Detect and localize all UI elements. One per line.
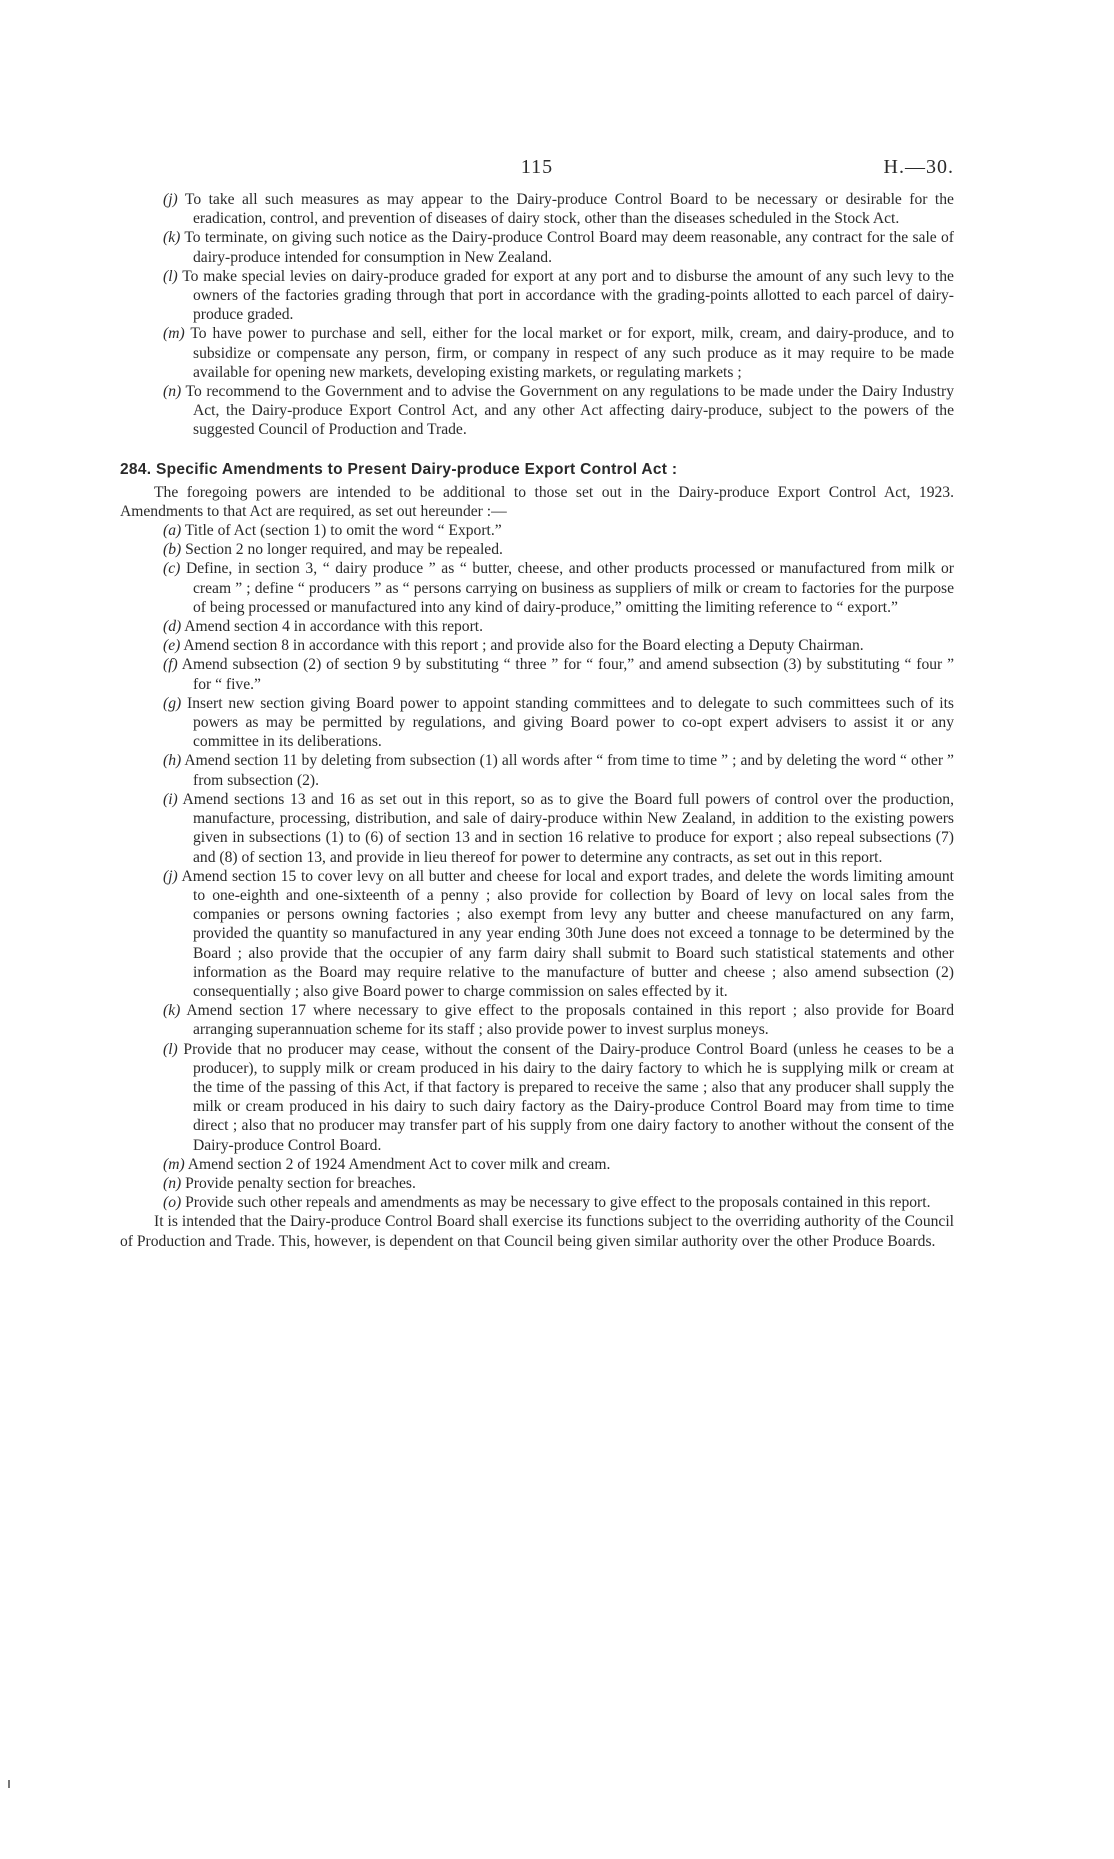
list-item [120, 559, 954, 617]
list-item [120, 540, 954, 559]
item-marker: (h) [163, 752, 182, 770]
item-text: Define, in section 3, “ dairy produce ” as “ butter, cheese, and other products processed or manufactured from milk or cream ” ; define “ producers ” as “ persons carrying on business as suppliers of milk or cream to factories for the purpose of being processed or manufactured into any kind of dairy-produce,” omitting the limiting reference to “ export.” [185, 560, 954, 616]
powers-list [120, 190, 954, 440]
item-marker: (d) [163, 618, 182, 636]
item-text: To take all such measures as may appear to the Dairy-produce Control Board to be necessary or desirable for the eradication, control, and prevention of diseases of dairy stock, other than the diseases scheduled in the Stock Act. [184, 191, 954, 228]
item-marker: (k) [163, 229, 181, 247]
item-text: Amend section 2 of 1924 Amendment Act to cover milk and cream. [187, 1155, 611, 1173]
page-header [120, 150, 954, 190]
list-item [120, 751, 954, 789]
list-item [120, 324, 954, 382]
item-text: To have power to purchase and sell, either for the local market or for export, milk, cream, and dairy-produce, and to subsidize or compensate any person, firm, or company in respect of any such produce as it may require to be made available for opening new markets, developing existing markets, or regulating markets ; [190, 325, 954, 381]
item-text: Provide such other repeals and amendments as may be necessary to give effect to the proposals contained in this report. [185, 1194, 931, 1212]
section-intro: The foregoing powers are intended to be additional to those set out in the Dairy-produce Export Control Act, 1923. Amendments to that Act are required, as set out hereunder :— [120, 483, 954, 520]
item-text: To recommend to the Government and to advise the Government on any regulations to be made under the Dairy Industry Act, the Dairy-produce Export Control Act, and any other Act affecting dairy-produce, subject to the powers of the suggested Council of Production and Trade. [185, 383, 955, 439]
list-item [120, 1174, 954, 1193]
item-marker: (j) [163, 867, 178, 885]
item-marker: (l) [163, 267, 178, 285]
document-reference: H.—30. [883, 156, 954, 178]
item-text: To make special levies on dairy-produce graded for export at any port and to disburse the amount of any such levy to the owners of the factories grading through that port in accordance with the grading-points allotted to each parcel of dairy-produce graded. [182, 267, 954, 324]
margin-mark [8, 1780, 10, 1788]
item-marker: (k) [163, 1002, 181, 1020]
list-item [120, 228, 954, 266]
list-item [120, 382, 954, 440]
document-page [120, 150, 954, 1251]
item-text: Amend section 11 by deleting from subsection (1) all words after “ from time to time ” ; and by deleting the word “ other ” from subsection (2). [184, 752, 954, 789]
item-marker: (i) [163, 790, 178, 808]
item-marker: (f) [163, 656, 178, 674]
list-item [120, 1155, 954, 1174]
list-item [120, 190, 954, 228]
item-marker: (a) [163, 522, 182, 540]
item-marker: (c) [163, 560, 181, 578]
item-text: Provide that no producer may cease, without the consent of the Dairy-produce Control Board (unless he ceases to be a producer), to supply milk or cream produced in his dairy to the dairy factory to which he is supplying milk or cream at the time of the passing of this Act, if that factory is prepared to receive the same ; also that any producer shall supply the milk or cream produced in his dairy to such dairy factory as the Dairy-produce Control Board may from time to time direct ; also that no producer may transfer part of his supply from one dairy factory to another without the consent of the Dairy-produce Control Board. [183, 1040, 954, 1154]
item-text: Amend sections 13 and 16 as set out in this report, so as to give the Board full powers of control over the production, manufacture, processing, distribution, and sale of dairy-produce within New Zealand, in addition to the existing powers given in subsections (1) to (6) of section 13 and in section 16 relative to produce for export ; also repeal subsections (7) and (8) of section 13, and provide in lieu thereof for power to determine any contracts, as set out in this report. [182, 790, 954, 866]
item-marker: (m) [163, 1155, 185, 1173]
amendments-list [120, 521, 954, 1212]
item-text: Amend section 4 in accordance with this report. [184, 618, 484, 636]
list-item [120, 1040, 954, 1155]
list-item [120, 1001, 954, 1039]
item-text: Title of Act (section 1) to omit the word “ Export.” [184, 522, 502, 540]
list-item [120, 1193, 954, 1212]
item-marker: (m) [163, 325, 185, 343]
item-text: Insert new section giving Board power to appoint standing committees and to delegate to such committees such of its powers as may be permitted by regulations, and giving Board power to co-opt expert advisers to assist it or any committee in its deliberations. [187, 694, 954, 751]
page-number: 115 [520, 156, 554, 178]
item-text: Amend subsection (2) of section 9 by substituting “ three ” for “ four,” and amend subsection (3) by substituting “ four ” for “ five.” [181, 656, 954, 693]
item-marker: (o) [163, 1194, 182, 1212]
section-heading: 284. Specific Amendments to Present Dairy-produce Export Control Act : [120, 460, 678, 478]
item-marker: (g) [163, 694, 182, 712]
item-text: Provide penalty section for breaches. [185, 1174, 416, 1192]
list-item [120, 694, 954, 752]
item-text: Section 2 no longer required, and may be repealed. [185, 541, 503, 559]
list-item [120, 636, 954, 655]
item-marker: (n) [163, 1174, 182, 1192]
closing-paragraph: It is intended that the Dairy-produce Control Board shall exercise its functions subject to the overriding authority of the Council of Production and Trade. This, however, is dependent on that Council being given similar authority over the other Produce Boards. [120, 1213, 954, 1250]
item-marker: (j) [163, 191, 178, 208]
list-item [120, 790, 954, 867]
list-item [120, 867, 954, 1001]
item-marker: (b) [163, 541, 182, 559]
list-item [120, 617, 954, 636]
item-marker: (n) [163, 383, 182, 401]
item-marker: (l) [163, 1040, 178, 1058]
list-item [120, 655, 954, 693]
list-item [120, 521, 954, 540]
list-item [120, 267, 954, 325]
item-text: Amend section 15 to cover levy on all butter and cheese for local and export trades, and delete the words limiting amount to one-eighth and one-sixteenth of a penny ; also provide for collection by Board of levy on local sales from the companies or persons owning factories ; also exempt from levy any butter and cheese manufactured on any farm, provided the quantity so manufactured in any year ending 30th June does not exceed a tonnage to be determined by the Board ; also provide that the occupier of any farm dairy shall submit to Board such statistical statements and other information as the Board may require relative to the manufacture of butter and cheese ; also amend subsection (2) consequentially ; also give Board power to charge commission on sales effected by it. [181, 867, 955, 1000]
item-text: Amend section 8 in accordance with this report ; and provide also for the Board electing a Deputy Chairman. [183, 637, 864, 655]
item-text: To terminate, on giving such notice as the Dairy-produce Control Board may deem reasonable, any contract for the sale of dairy-produce intended for consumption in New Zealand. [184, 229, 955, 266]
item-text: Amend section 17 where necessary to give effect to the proposals contained in this report ; also provide for Board arranging superannuation scheme for its staff ; also provide power to invest surplus moneys. [186, 1002, 954, 1039]
item-marker: (e) [163, 637, 181, 655]
